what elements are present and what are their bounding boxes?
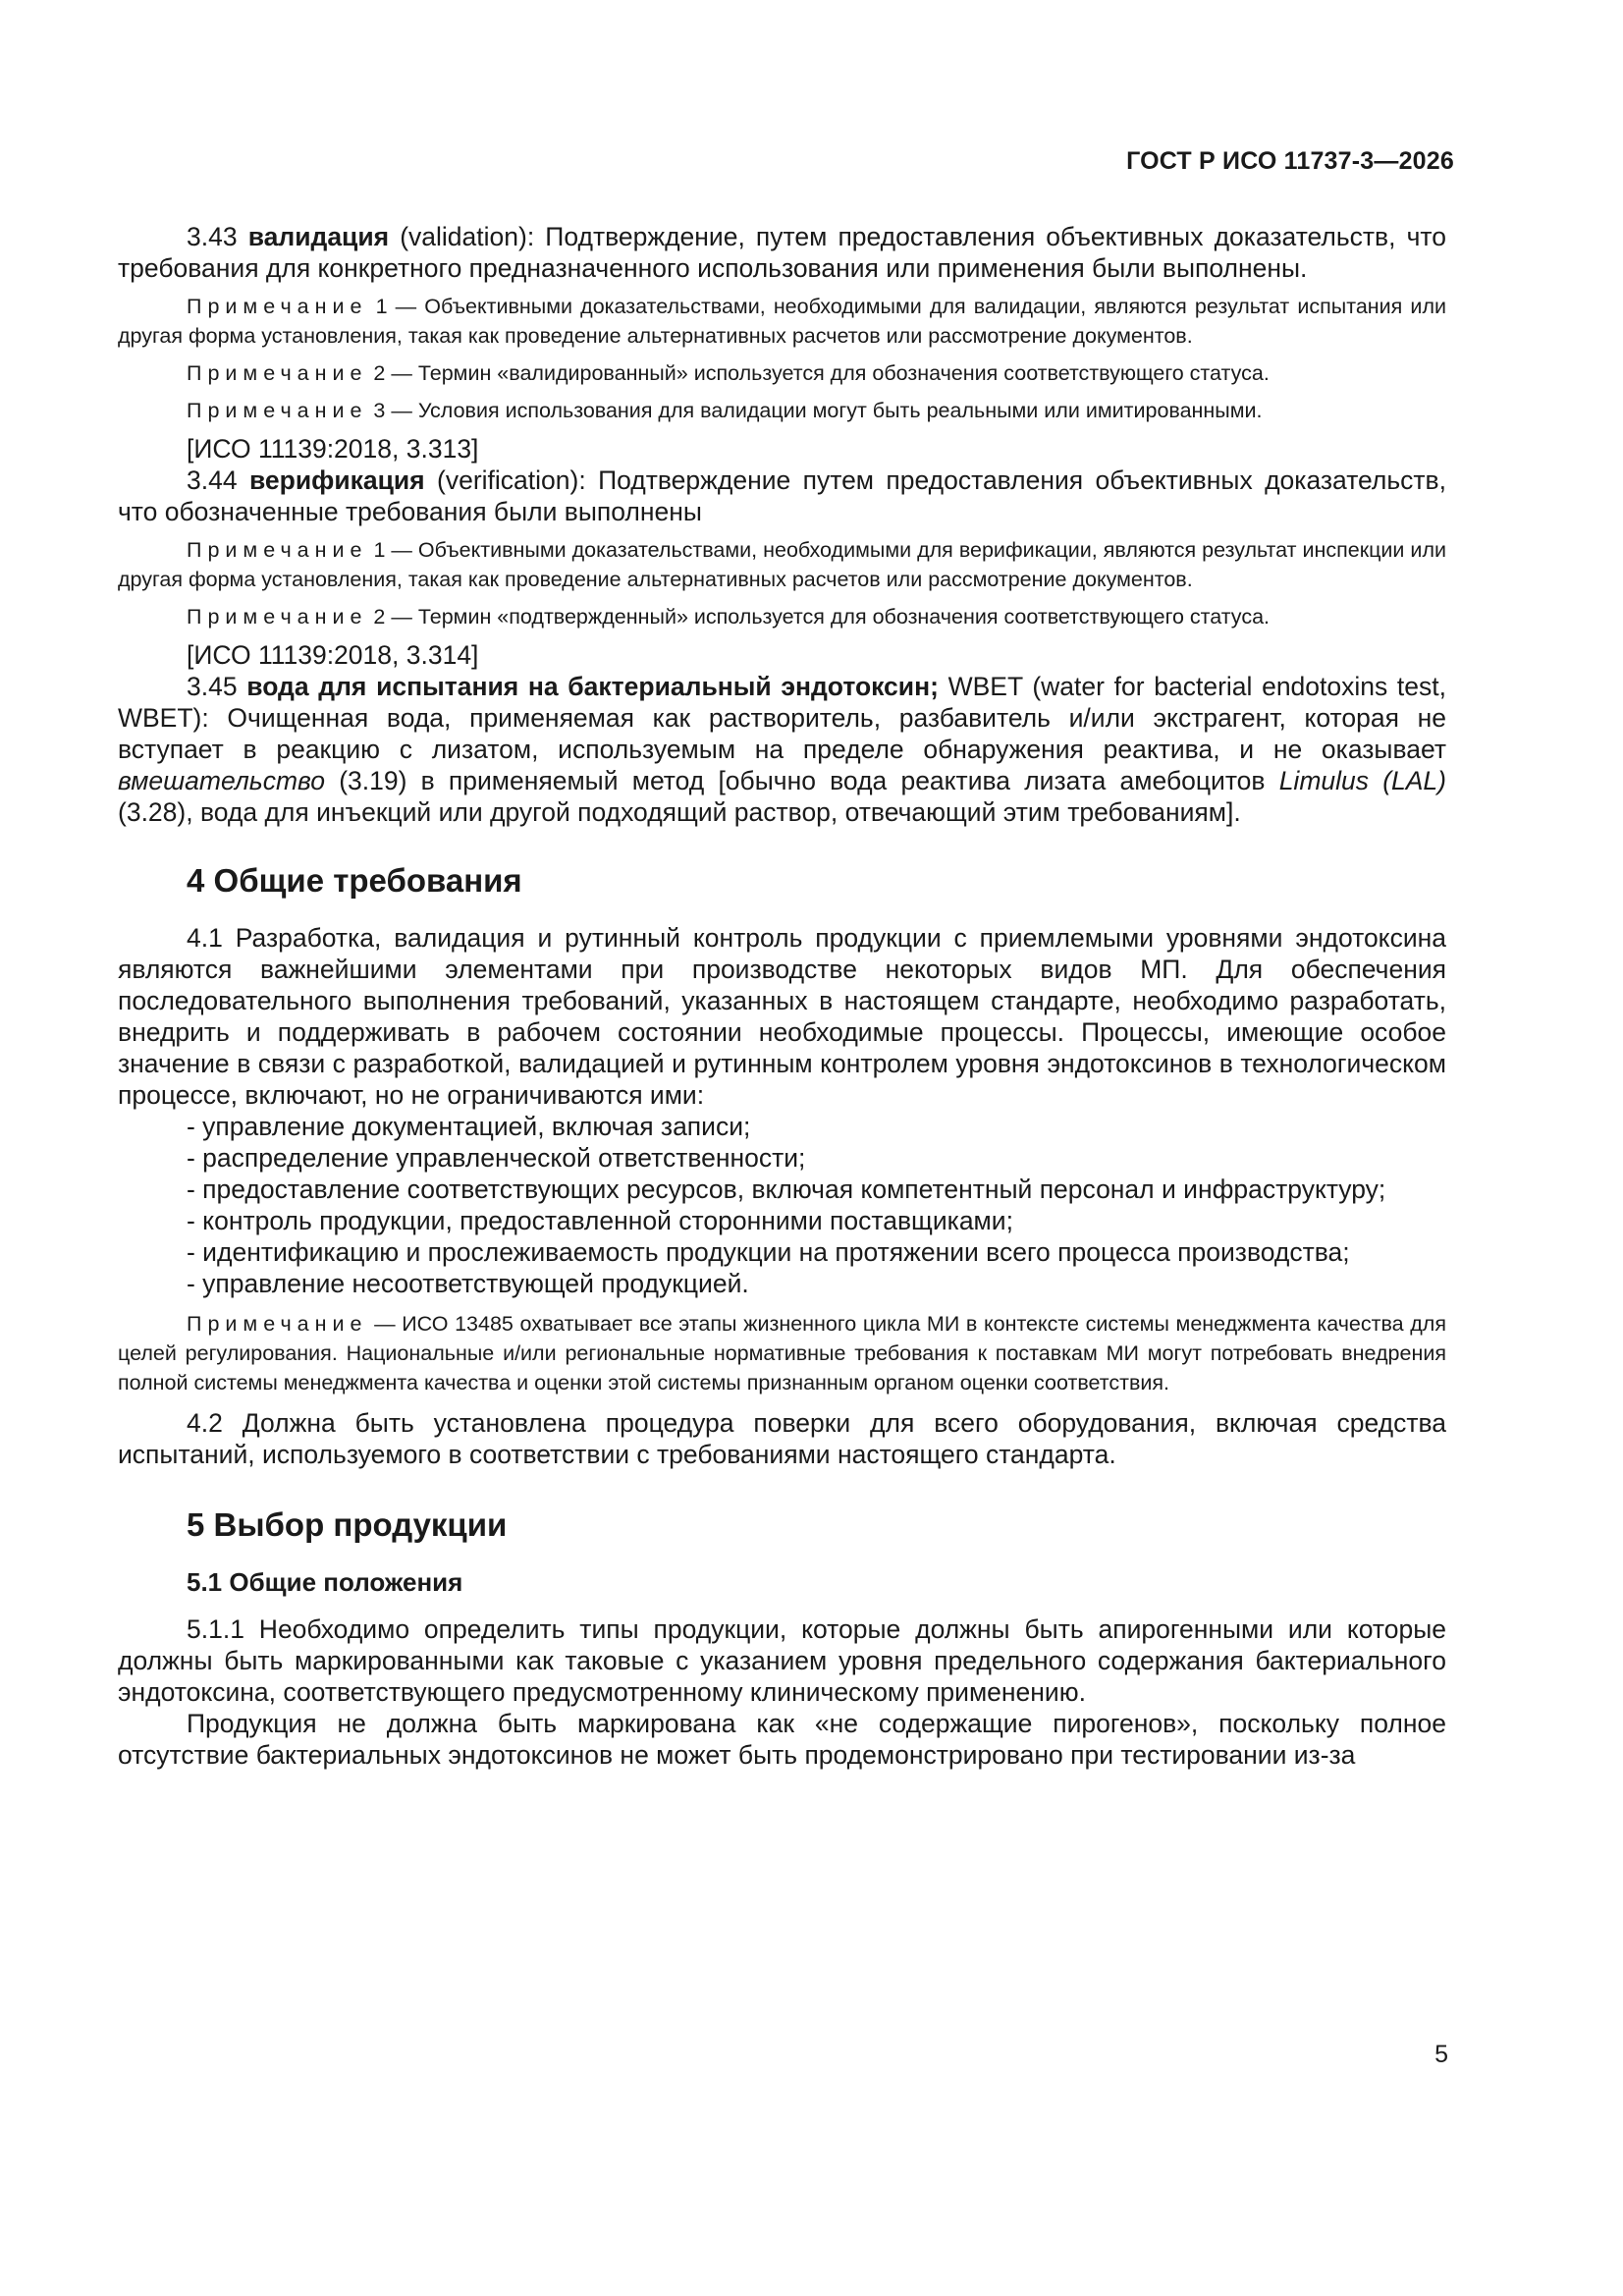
term-wbet: вода для испытания на бактериальный эндотоксин; [246, 672, 939, 701]
note-3-43-2: Примечание 2 — Термин «валидированный» используется для обозначения соответствующего статуса. [187, 361, 1270, 385]
note-3-43-1: Примечание 1 — Объективными доказательствами, необходимыми для валидации, являются результат испытания или другая форма установления, такая как проведение альтернативных расчетов или рассмотрение документов. [118, 295, 1446, 348]
document-id-header: ГОСТ Р ИСО 11737-3—2026 [1126, 147, 1454, 175]
note-3-44-1: Примечание 1 — Объективными доказательствами, необходимыми для верификации, являются результат инспекции или другая форма установления, такая как проведение альтернативных расчетов или рассмотрение документов. [118, 538, 1446, 591]
source-3-44: [ИСО 11139:2018, 3.314] [187, 640, 479, 670]
clause-3-44: 3.44 верификация (verification): Подтверждение путем предоставления объективных доказательств, что обозначенные требования были выполнены [118, 465, 1446, 526]
list-item: - предоставление соответствующих ресурсов, включая компетентный персонал и инфраструктуру; [187, 1175, 1386, 1204]
page-number: 5 [1434, 2041, 1448, 2068]
section-5-heading: 5 Выбор продукции [187, 1506, 508, 1543]
clause-5-1-1-cont: Продукция не должна быть маркирована как «не содержащие пирогенов», поскольку полное отсутствие бактериальных эндотоксинов не может быть продемонстрировано при тестировании из-за [118, 1709, 1446, 1770]
note-3-43-3: Примечание 3 — Условия использования для валидации могут быть реальными или имитированными. [187, 399, 1263, 422]
list-item: - распределение управленческой ответственности; [187, 1143, 806, 1173]
section-4-heading: 4 Общие требования [187, 862, 522, 899]
clause-4-1: 4.1 Разработка, валидация и рутинный контроль продукции с приемлемыми уровнями эндотоксина являются важнейшими элементами при производстве некоторых видов МП. Для обеспечения последовательного выполнения требований, указанных в настоящем стандарте, необходимо разработать, внедрить и поддерживать в рабочем состоянии необходимые процессы. Процессы, имеющие особое значение в связи с разработкой, валидацией и рутинным контролем уровня эндотоксинов в технологическом процессе, включают, но не ограничиваются ими: [118, 923, 1446, 1110]
term-validation: валидация [247, 222, 390, 251]
page-content [118, 221, 1446, 1771]
clause-5-1-1: 5.1.1 Необходимо определить типы продукции, которые должны быть апирогенными или которые должны быть маркированными как таковые с указанием уровня предельного содержания бактериального эндотоксина, соответствующего предусмотренному клиническому применению. [118, 1614, 1446, 1707]
note-3-44-2: Примечание 2 — Термин «подтвержденный» используется для обозначения соответствующего статуса. [187, 605, 1271, 629]
clause-3-43: 3.43 валидация (validation): Подтверждение, путем предоставления объективных доказательств, что требования для конкретного предназначенного использования или применения были выполнены. [118, 222, 1446, 283]
clause-3-45: 3.45 вода для испытания на бактериальный эндотоксин; WBET (water for bacterial endotoxins test, WBET): Очищенная вода, применяемая как растворитель, разбавитель и/или экстрагент, которая не вступает в реакцию с лизатом, используемым на пределе обнаружения реактива, и не оказывает вмешательство (3.19) в применяемый метод [обычно вода реактива лизата амебоцитов Limulus (LAL) (3.28), вода для инъекций или другой подходящий раствор, отвечающий этим требованиям]. [118, 672, 1447, 827]
clause-4-2: 4.2 Должна быть установлена процедура поверки для всего оборудования, включая средства испытаний, используемого в соответствии с требованиями настоящего стандарта. [118, 1408, 1446, 1469]
subsection-5-1-heading: 5.1 Общие положения [187, 1567, 463, 1597]
list-item: - управление несоответствующей продукцией. [187, 1269, 749, 1298]
list-item: - идентификацию и прослеживаемость продукции на протяжении всего процесса производства; [187, 1237, 1350, 1267]
note-4-1: Примечание — ИСО 13485 охватывает все этапы жизненного цикла МИ в контексте системы менеджмента качества для целей регулирования. Национальные и/или региональные нормативные требования к поставкам МИ могут потребовать внедрения полной системы менеджмента качества и оценки этой системы признанным органом оценки соответствия. [118, 1312, 1446, 1394]
source-3-43: [ИСО 11139:2018, 3.313] [187, 434, 479, 464]
term-verification: верификация [248, 465, 425, 495]
list-item: - контроль продукции, предоставленной сторонними поставщиками; [187, 1206, 1013, 1235]
list-item: - управление документацией, включая записи; [187, 1112, 751, 1141]
